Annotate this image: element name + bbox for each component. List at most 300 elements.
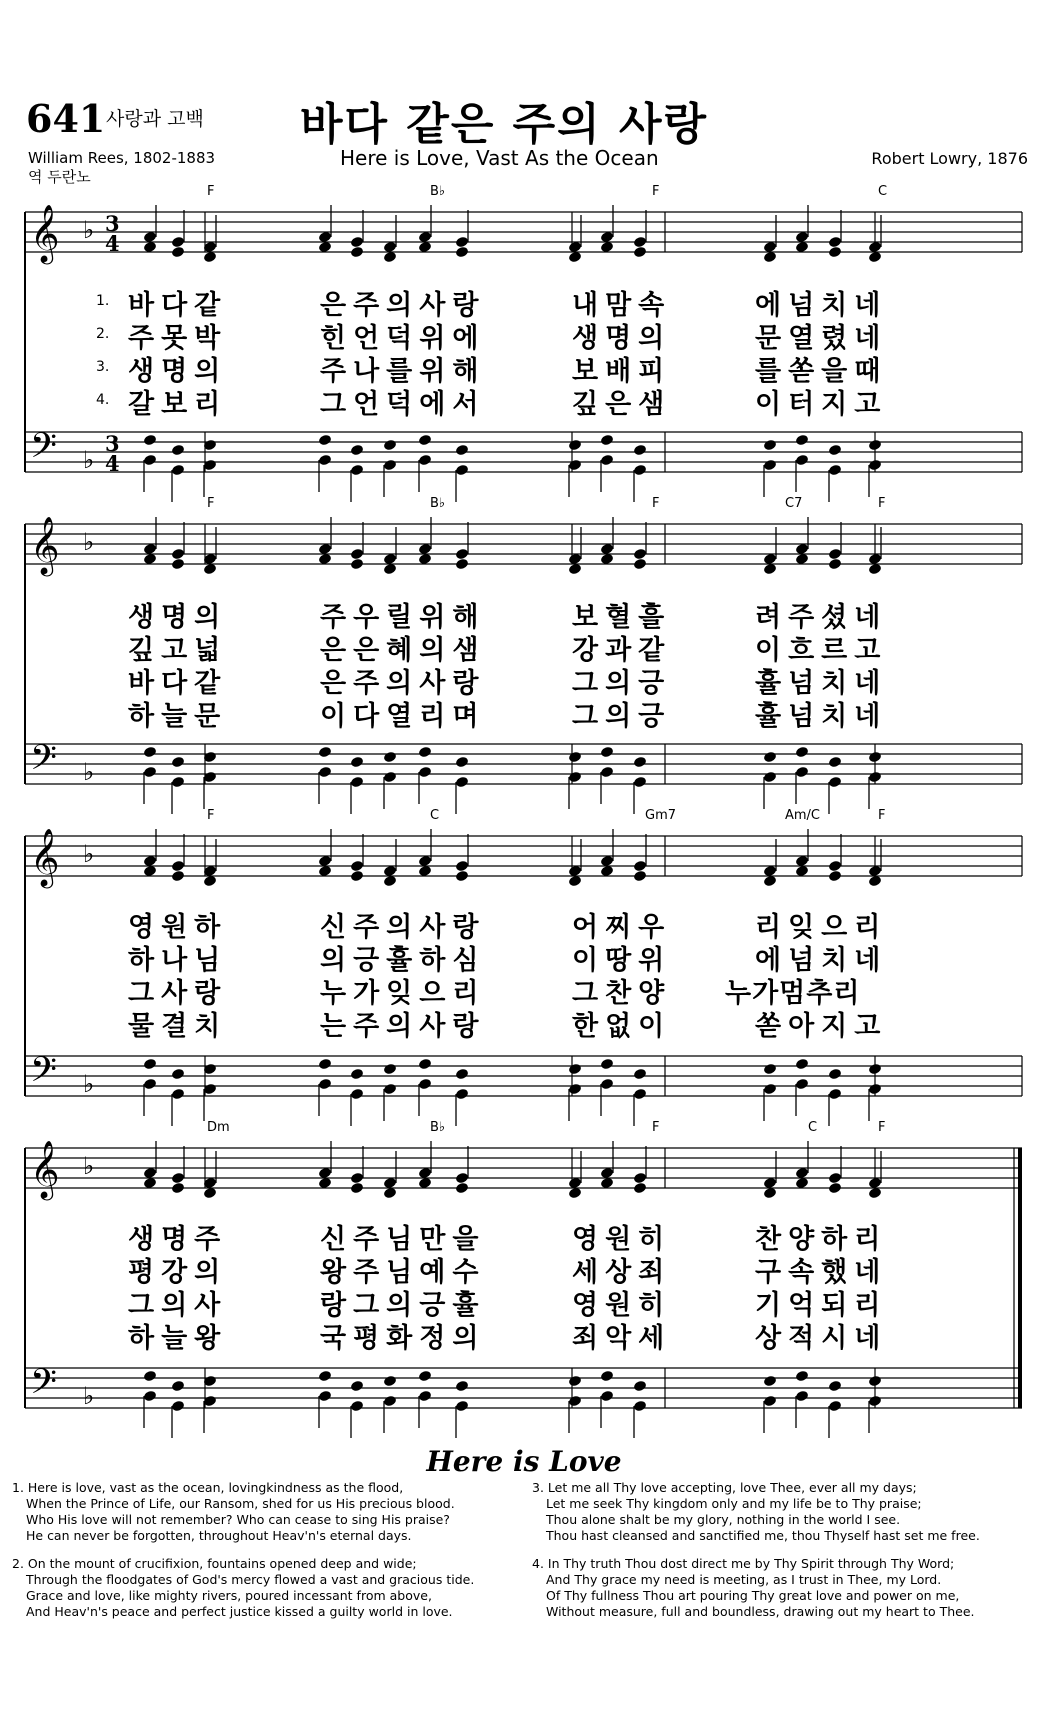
note-head: [568, 1177, 582, 1190]
lyricist: William Rees, 1802-1883: [28, 149, 216, 167]
treble-clef-icon: 𝄞: [30, 204, 60, 262]
lyric-syllables: 신주님만을: [320, 1224, 486, 1255]
english-title: Here is Love, Vast As the Ocean: [340, 146, 659, 170]
note-head: [868, 771, 882, 784]
note-head: [455, 464, 469, 477]
note-head: [143, 543, 157, 556]
note-head: [171, 776, 185, 789]
note-head: [828, 236, 842, 249]
note-head: [763, 251, 777, 264]
note-head: [868, 865, 882, 878]
note-head: [383, 771, 397, 784]
verse-number: 1.: [96, 293, 110, 309]
flat-sign-icon: ♭: [83, 216, 95, 244]
note-head: [568, 751, 582, 764]
flat-sign-icon: ♭: [83, 1382, 95, 1410]
note-head: [171, 1172, 185, 1185]
note-head: [455, 236, 469, 249]
note-head: [350, 870, 364, 883]
note-head: [203, 1187, 217, 1200]
english-verse: [12, 1480, 455, 1544]
note-head: [455, 246, 469, 259]
note-head: [828, 548, 842, 561]
lyric-syllables: 그찬양: [572, 978, 672, 1009]
note-head: [203, 563, 217, 576]
note-head: [600, 1370, 614, 1383]
verse-line: Through the floodgates of God's mercy flowed a vast and gracious tide.: [26, 1572, 475, 1587]
note-head: [350, 1400, 364, 1413]
note-head: [633, 870, 647, 883]
note-head: [633, 1068, 647, 1081]
lyric-syllables: 깊고넓: [128, 635, 228, 666]
note-head: [318, 1177, 332, 1190]
chord-symbol: Gm7: [645, 808, 677, 823]
lyric-syllables: 한없이: [572, 1011, 672, 1042]
note-head: [568, 771, 582, 784]
note-head: [633, 1400, 647, 1413]
lyric-syllables: 세상죄: [572, 1257, 672, 1288]
lyric-syllables: 물결치: [128, 1011, 228, 1042]
note-head: [633, 756, 647, 769]
note-head: [828, 1068, 842, 1081]
note-head: [350, 1182, 364, 1195]
chord-symbol: C7: [785, 496, 803, 511]
translator: 역 두란노: [28, 168, 91, 186]
flat-sign-icon: ♭: [83, 528, 95, 556]
treble-clef-icon: 𝄞: [30, 516, 60, 574]
treble-clef-icon: 𝄞: [30, 1140, 60, 1198]
note-head: [383, 1187, 397, 1200]
lyric-syllables: 왕주님예수: [320, 1257, 486, 1288]
note-head: [383, 1063, 397, 1076]
lyric-syllables: 생명주: [128, 1224, 228, 1255]
note-head: [763, 1177, 777, 1190]
note-head: [763, 439, 777, 452]
lyric-syllables: 그의긍: [572, 701, 672, 732]
note-head: [633, 246, 647, 259]
note-head: [383, 553, 397, 566]
note-head: [795, 766, 809, 779]
verse-line: Thou hast cleansed and sanctified me, thou Thyself hast set me free.: [546, 1528, 980, 1543]
note-head: [318, 855, 332, 868]
note-head: [455, 1088, 469, 1101]
note-head: [600, 1058, 614, 1071]
note-head: [418, 241, 432, 254]
note-head: [795, 1370, 809, 1383]
note-head: [828, 1172, 842, 1185]
note-head: [171, 548, 185, 561]
note-head: [868, 1177, 882, 1190]
lyric-syllables: 이다열리며: [320, 701, 486, 732]
lyric-syllables: 생명의: [128, 602, 228, 633]
lyric-syllables: 그의사: [128, 1290, 228, 1321]
note-head: [763, 241, 777, 254]
note-head: [455, 776, 469, 789]
lyric-syllables: 그사랑: [128, 978, 228, 1009]
note-head: [455, 1400, 469, 1413]
chord-symbol: B♭: [430, 184, 446, 199]
note-head: [418, 766, 432, 779]
note-head: [143, 746, 157, 759]
note-head: [171, 236, 185, 249]
note-head: [350, 1172, 364, 1185]
note-head: [568, 1395, 582, 1408]
note-head: [600, 1167, 614, 1180]
note-head: [418, 231, 432, 244]
verse-number: 3.: [96, 359, 110, 375]
note-head: [868, 241, 882, 254]
note-head: [600, 855, 614, 868]
note-head: [418, 1078, 432, 1091]
lyric-syllables: 영원히: [572, 1290, 672, 1321]
lyric-syllables: 깊은샘: [572, 389, 672, 420]
lyric-syllables: 상적시네: [755, 1323, 888, 1354]
note-head: [795, 231, 809, 244]
note-head: [828, 756, 842, 769]
note-head: [383, 1375, 397, 1388]
note-head: [318, 454, 332, 467]
note-head: [795, 746, 809, 759]
note-head: [143, 1078, 157, 1091]
note-head: [171, 870, 185, 883]
lyric-syllables: 찬양하리: [755, 1224, 888, 1255]
note-head: [318, 231, 332, 244]
note-head: [795, 1390, 809, 1403]
note-head: [455, 1182, 469, 1195]
note-head: [455, 558, 469, 571]
note-head: [763, 459, 777, 472]
note-head: [318, 766, 332, 779]
note-head: [171, 860, 185, 873]
lyric-syllables: 평강의: [128, 1257, 228, 1288]
note-head: [318, 1390, 332, 1403]
lyric-syllables: 는주의사랑: [320, 1011, 486, 1042]
note-head: [633, 1182, 647, 1195]
note-head: [418, 1370, 432, 1383]
note-head: [633, 776, 647, 789]
verse-line: Without measure, full and boundless, drawing out my heart to Thee.: [546, 1604, 975, 1619]
note-head: [203, 875, 217, 888]
verse-number: 4.: [96, 392, 110, 408]
note-head: [318, 434, 332, 447]
note-head: [828, 246, 842, 259]
note-head: [868, 875, 882, 888]
note-head: [318, 865, 332, 878]
lyric-syllables: 국평화정의: [320, 1323, 486, 1354]
note-head: [600, 865, 614, 878]
note-head: [171, 1068, 185, 1081]
note-head: [455, 1068, 469, 1081]
note-head: [568, 251, 582, 264]
note-head: [318, 553, 332, 566]
note-head: [350, 776, 364, 789]
note-head: [795, 1167, 809, 1180]
note-head: [350, 444, 364, 457]
note-head: [350, 236, 364, 249]
note-head: [568, 563, 582, 576]
note-head: [318, 241, 332, 254]
song-subtitle: Here is Love: [426, 1445, 622, 1478]
note-head: [143, 1177, 157, 1190]
note-head: [318, 746, 332, 759]
note-head: [868, 251, 882, 264]
lyric-syllables: 휼넘치네: [755, 668, 888, 699]
flat-sign-icon: ♭: [83, 840, 95, 868]
note-head: [828, 1400, 842, 1413]
hymn-number: 641: [26, 96, 106, 141]
verse-number: 2.: [96, 326, 110, 342]
lyric-syllables: 를쏟을때: [755, 356, 888, 387]
note-head: [350, 860, 364, 873]
lyric-syllables: 쏟아지고: [755, 1011, 888, 1042]
lyric-syllables: 은은혜의샘: [320, 635, 486, 666]
note-head: [143, 1058, 157, 1071]
verse-line: Of Thy fullness Thou art pouring Thy great love and power on me,: [546, 1588, 960, 1603]
lyric-syllables: 하나님: [128, 945, 228, 976]
verse-line: 2. On the mount of crucifixion, fountains opened deep and wide;: [12, 1556, 417, 1571]
note-head: [795, 543, 809, 556]
note-head: [568, 1187, 582, 1200]
verse-line: 1. Here is love, vast as the ocean, lovingkindness as the flood,: [12, 1480, 404, 1495]
note-head: [568, 439, 582, 452]
lyric-syllables: 죄악세: [572, 1323, 672, 1354]
bass-clef-icon: 𝄢: [30, 1049, 58, 1098]
lyric-syllables: 에넘치네: [755, 290, 888, 321]
note-head: [568, 241, 582, 254]
time-signature-icon: 3: [105, 431, 120, 456]
note-head: [828, 1380, 842, 1393]
chord-symbol: F: [207, 808, 215, 823]
lyric-syllables: 힌언덕위에: [320, 323, 486, 354]
chord-symbol: F: [878, 496, 886, 511]
note-head: [383, 563, 397, 576]
chord-symbol: F: [652, 1120, 660, 1135]
note-head: [455, 870, 469, 883]
note-head: [633, 1172, 647, 1185]
note-head: [633, 236, 647, 249]
note-head: [568, 1375, 582, 1388]
verse-line: And Heav'n's peace and perfect justice kissed a guilty world in love.: [26, 1604, 453, 1619]
note-head: [143, 454, 157, 467]
note-head: [318, 543, 332, 556]
note-head: [868, 459, 882, 472]
note-head: [171, 558, 185, 571]
note-head: [143, 434, 157, 447]
chord-symbol: F: [878, 808, 886, 823]
note-head: [828, 1088, 842, 1101]
note-head: [868, 1187, 882, 1200]
note-head: [868, 1083, 882, 1096]
time-signature-icon: 3: [105, 211, 120, 236]
note-head: [383, 1177, 397, 1190]
flat-sign-icon: ♭: [83, 446, 95, 474]
note-head: [383, 751, 397, 764]
verse-line: And Thy grace my need is meeting, as I trust in Thee, my Lord.: [546, 1572, 942, 1587]
note-head: [763, 865, 777, 878]
note-head: [763, 771, 777, 784]
lyric-syllables: 생명의: [572, 323, 672, 354]
lyric-syllables: 이땅위: [572, 945, 672, 976]
note-head: [763, 1375, 777, 1388]
lyric-syllables: 리잊으리: [755, 912, 888, 943]
note-head: [418, 553, 432, 566]
lyric-syllables: 이터지고: [755, 389, 888, 420]
verse-line: Grace and love, like mighty rivers, poured incessant from above,: [26, 1588, 432, 1603]
note-head: [633, 860, 647, 873]
bass-clef-icon: 𝄢: [30, 425, 58, 474]
lyric-syllables: 영원히: [572, 1224, 672, 1255]
chord-symbol: C: [808, 1120, 818, 1135]
note-head: [828, 444, 842, 457]
note-head: [763, 1395, 777, 1408]
note-head: [828, 776, 842, 789]
chord-symbol: C: [878, 184, 888, 199]
note-head: [143, 241, 157, 254]
note-head: [350, 246, 364, 259]
note-head: [868, 439, 882, 452]
note-head: [568, 553, 582, 566]
flat-sign-icon: ♭: [83, 758, 95, 786]
note-head: [143, 553, 157, 566]
note-head: [418, 1390, 432, 1403]
note-head: [455, 548, 469, 561]
note-head: [828, 464, 842, 477]
note-head: [171, 1400, 185, 1413]
lyric-syllables: 누가멈추리: [725, 978, 861, 1009]
verse-line: Thou alone shalt be my glory, nothing in the world I see.: [546, 1512, 901, 1527]
lyric-syllables: 내맘속: [572, 290, 672, 321]
note-head: [418, 746, 432, 759]
lyric-syllables: 기억되리: [755, 1290, 888, 1321]
note-head: [350, 558, 364, 571]
note-head: [828, 870, 842, 883]
hymn-title: 바다 같은 주의 사랑: [300, 99, 708, 150]
note-head: [868, 1063, 882, 1076]
english-verse: [532, 1556, 975, 1620]
lyric-syllables: 보배피: [572, 356, 672, 387]
note-head: [455, 1172, 469, 1185]
note-head: [383, 1083, 397, 1096]
lyric-syllables: 주우릴위해: [320, 602, 486, 633]
lyric-syllables: 생명의: [128, 356, 228, 387]
note-head: [143, 855, 157, 868]
note-head: [600, 1078, 614, 1091]
note-head: [763, 563, 777, 576]
note-head: [383, 875, 397, 888]
note-head: [418, 1177, 432, 1190]
chord-symbol: Dm: [207, 1120, 230, 1135]
note-head: [868, 1395, 882, 1408]
note-head: [600, 543, 614, 556]
note-head: [795, 454, 809, 467]
note-head: [143, 865, 157, 878]
verse-line: Let me seek Thy kingdom only and my life be to Thy praise;: [546, 1496, 922, 1511]
note-head: [455, 444, 469, 457]
lyric-syllables: 하늘문: [128, 701, 228, 732]
note-head: [383, 459, 397, 472]
note-head: [418, 543, 432, 556]
chord-symbol: F: [652, 184, 660, 199]
note-head: [171, 1380, 185, 1393]
lyric-syllables: 하늘왕: [128, 1323, 228, 1354]
time-signature-icon: 4: [105, 451, 120, 476]
lyric-syllables: 이흐르고: [755, 635, 888, 666]
note-head: [795, 553, 809, 566]
note-head: [795, 1177, 809, 1190]
note-head: [455, 860, 469, 873]
note-head: [795, 855, 809, 868]
note-head: [455, 756, 469, 769]
flat-sign-icon: ♭: [83, 1152, 95, 1180]
note-head: [868, 553, 882, 566]
time-signature-icon: 4: [105, 231, 120, 256]
verse-line: 3. Let me all Thy love accepting, love Thee, ever all my days;: [532, 1480, 917, 1495]
bass-clef-icon: 𝄢: [30, 737, 58, 786]
lyric-syllables: 주못박: [128, 323, 228, 354]
note-head: [633, 444, 647, 457]
note-head: [350, 548, 364, 561]
verse-line: Who His love will not remember? Who can cease to sing His praise?: [26, 1512, 450, 1527]
note-head: [143, 1390, 157, 1403]
note-head: [763, 1063, 777, 1076]
note-head: [203, 251, 217, 264]
chord-symbol: B♭: [430, 1120, 446, 1135]
note-head: [350, 464, 364, 477]
note-head: [318, 1167, 332, 1180]
note-head: [383, 1395, 397, 1408]
chord-symbol: F: [878, 1120, 886, 1135]
lyric-syllables: 주나를위해: [320, 356, 486, 387]
note-head: [318, 1078, 332, 1091]
note-head: [418, 434, 432, 447]
note-head: [600, 1177, 614, 1190]
lyric-syllables: 보혈흘: [572, 602, 672, 633]
note-head: [868, 563, 882, 576]
note-head: [795, 241, 809, 254]
chord-symbol: B♭: [430, 496, 446, 511]
note-head: [600, 241, 614, 254]
note-head: [418, 1058, 432, 1071]
chord-symbol: C: [430, 808, 440, 823]
note-head: [600, 454, 614, 467]
hymn-category: 사랑과 고백: [106, 108, 204, 130]
composer: Robert Lowry, 1876: [871, 149, 1028, 168]
note-head: [633, 464, 647, 477]
note-head: [568, 865, 582, 878]
note-head: [568, 459, 582, 472]
note-head: [350, 1068, 364, 1081]
chord-symbol: F: [652, 496, 660, 511]
note-head: [171, 756, 185, 769]
note-head: [418, 1167, 432, 1180]
verse-line: He can never be forgotten, throughout Heav'n's eternal days.: [26, 1528, 412, 1543]
note-head: [171, 464, 185, 477]
note-head: [763, 1187, 777, 1200]
note-head: [763, 553, 777, 566]
note-head: [795, 434, 809, 447]
note-head: [350, 1380, 364, 1393]
note-head: [143, 766, 157, 779]
lyric-syllables: 은주의사랑: [320, 668, 486, 699]
note-head: [350, 1088, 364, 1101]
lyric-syllables: 은주의사랑: [320, 290, 486, 321]
lyric-syllables: 누가잊으리: [320, 978, 486, 1009]
note-head: [868, 751, 882, 764]
note-head: [763, 875, 777, 888]
english-verse: [12, 1556, 474, 1620]
treble-clef-icon: 𝄞: [30, 828, 60, 886]
note-head: [418, 855, 432, 868]
